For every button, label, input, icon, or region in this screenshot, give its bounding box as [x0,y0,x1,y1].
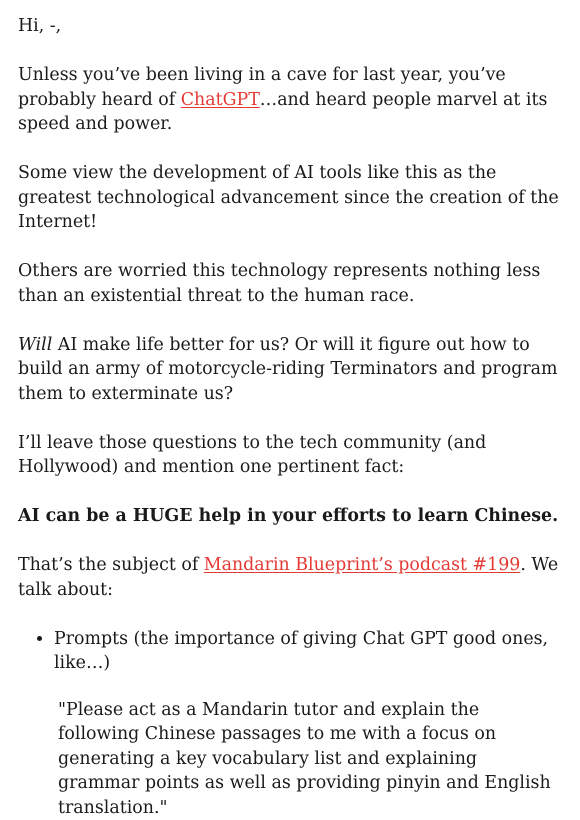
will-emphasis: Will [18,335,52,355]
list-item: • Prompts (the importance of giving Chat GPT good ones, like…) [54,627,564,676]
ai-threat-paragraph: Others are worried this technology represents nothing less than an existential threat to the human race. [18,259,564,308]
podcast-link[interactable]: Mandarin Blueprint’s podcast #199 [204,555,521,575]
intro-text-before: Unless you’ve been living in a cave for last year, you’ve probably heard of [18,65,506,110]
chatgpt-link[interactable]: ChatGPT [181,90,260,110]
highlight-statement: AI can be a HUGE help in your efforts to learn Chinese. [18,504,564,529]
question-paragraph [18,333,564,407]
ai-advancement-paragraph: Some view the development of AI tools like this as the greatest technological advancement since the creation of the Internet! [18,161,564,235]
pertinent-fact-paragraph: I’ll leave those questions to the tech community (and Hollywood) and mention one pertinent fact: [18,431,564,480]
question-text: AI make life better for us? Or will it figure out how to build an army of motorcycle-riding Terminators and program them to exterminate us? [18,335,558,404]
podcast-text-before: That’s the subject of [18,555,204,575]
podcast-text-after: . We talk about: [18,555,558,600]
topics-list [18,627,564,676]
greeting: Hi, -, [18,14,564,39]
intro-paragraph [18,63,564,137]
intro-text-after: …and heard people marvel at its speed and power. [18,90,547,135]
prompt-quote: "Please act as a Mandarin tutor and explain the following Chinese passages to me with a focus on generating a key vocabulary list and explaining grammar points as well as providing pinyin and English translation." [58,698,564,820]
podcast-paragraph [18,553,564,602]
